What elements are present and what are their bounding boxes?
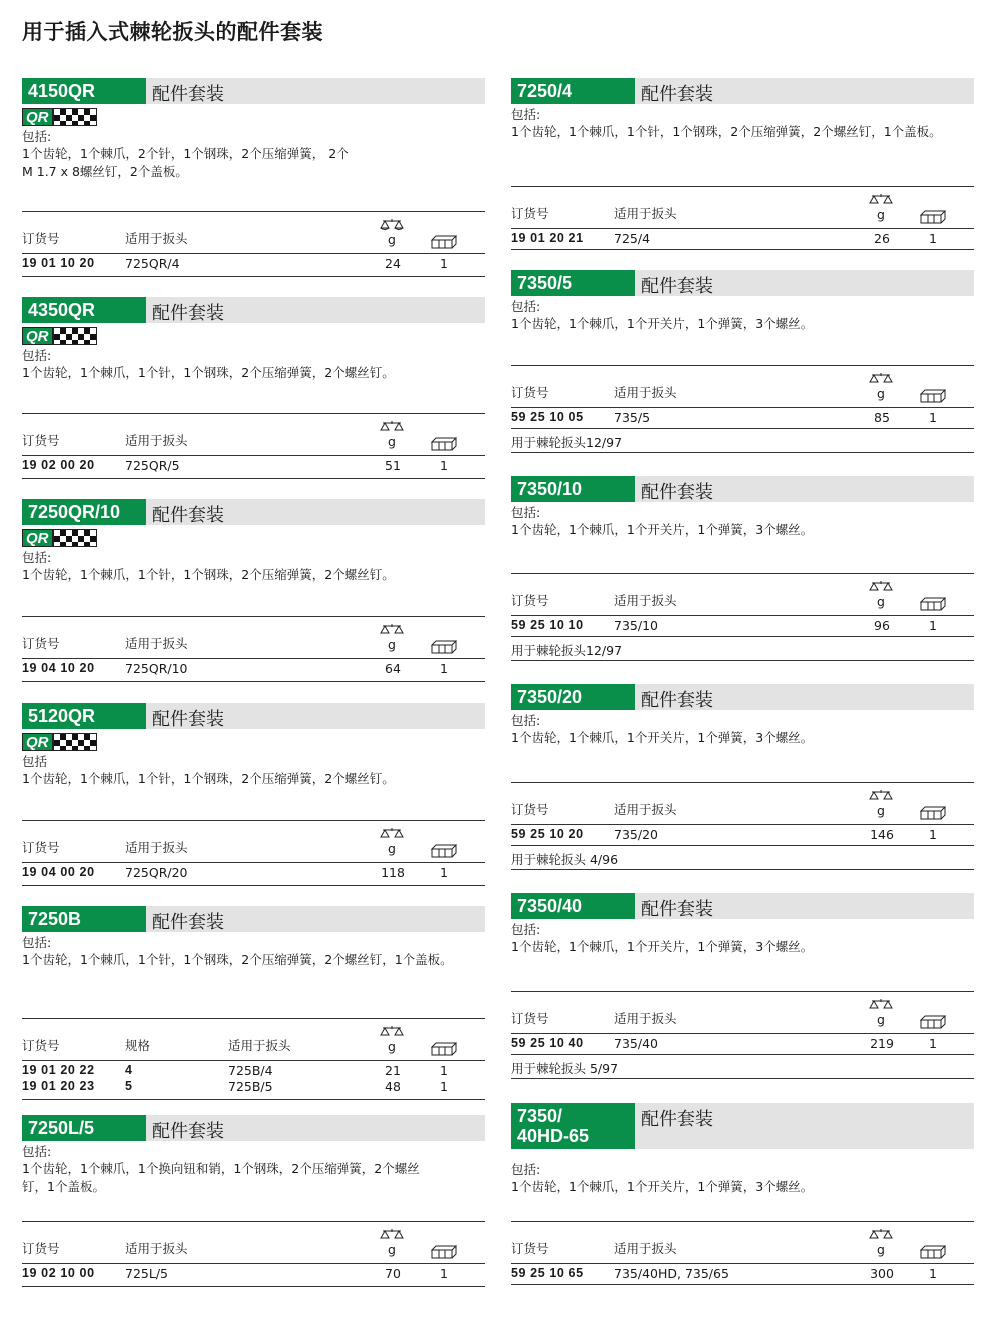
unit-g: g: [877, 1242, 885, 1257]
table-header: [511, 575, 974, 615]
col-fits: 适用于扳头: [614, 593, 677, 608]
table-header: [511, 188, 974, 228]
table-row: [511, 410, 974, 428]
col-fits: 适用于扳头: [228, 1038, 291, 1053]
qty-value: 1: [929, 1036, 937, 1051]
col-spec: 规格: [125, 1038, 151, 1053]
qr-logo: QR: [22, 327, 100, 345]
section-title: 配件套装: [152, 505, 224, 526]
section-header: [22, 297, 485, 323]
fits-value: 725QR/20: [125, 865, 188, 880]
checkered-flag-icon: [53, 529, 97, 547]
scale-icon: [380, 218, 404, 232]
scale-icon: [380, 420, 404, 434]
scale-icon: [869, 998, 893, 1012]
qty-value: 1: [440, 1063, 448, 1078]
product-code: 5120QR: [22, 703, 146, 729]
section-title: 配件套装: [152, 912, 224, 933]
includes-text: 1个齿轮，1个棘爪，1个换向钮和销，1个钢珠，2个压缩弹簧，2个螺丝钉，1个盖板。: [22, 1161, 420, 1194]
table-header: [22, 618, 485, 658]
spec-value: 5: [125, 1079, 133, 1093]
includes-label: 包括:: [511, 1162, 541, 1177]
col-order-no: 订货号: [22, 1241, 60, 1256]
fits-value: 735/10: [614, 618, 658, 633]
unit-g: g: [388, 232, 396, 247]
col-fits: 适用于扳头: [614, 1241, 677, 1256]
product-section-7350-20: [511, 684, 974, 867]
table-row: [511, 1036, 974, 1054]
fits-value: 735/20: [614, 827, 658, 842]
includes-label: 包括:: [511, 505, 541, 520]
includes-text: 1个齿轮，1个棘爪，1个开关片，1个弹簧，3个螺丝。: [511, 730, 814, 745]
table-row: [22, 458, 485, 476]
includes-text: 1个齿轮，1个棘爪，1个针，1个钢珠，2个压缩弹簧，2个螺丝钉。: [22, 567, 395, 582]
product-code-line2: 40HD-65: [517, 1126, 590, 1146]
col-order-no: 订货号: [22, 231, 60, 246]
compatibility-note: 用于棘轮扳头12/97: [511, 643, 623, 658]
section-header: [22, 1115, 485, 1141]
scale-icon: [869, 1228, 893, 1242]
product-code-line1: 7350/: [517, 1106, 563, 1126]
table-header: [22, 1223, 485, 1263]
includes-label: 包括: [22, 754, 48, 769]
table-header: [511, 993, 974, 1033]
table-row: [22, 661, 485, 679]
table-row: [22, 1266, 485, 1284]
product-section-7250b: [22, 906, 485, 1094]
includes-label: 包括:: [511, 922, 541, 937]
qty-value: 1: [440, 458, 448, 473]
qty-value: 1: [929, 231, 937, 246]
table-row: [22, 865, 485, 883]
unit-g: g: [388, 1039, 396, 1054]
table-row: [22, 1079, 485, 1097]
product-section-7350-5: [511, 270, 974, 450]
weight-value: 51: [385, 458, 401, 473]
col-fits: 适用于扳头: [614, 1011, 677, 1026]
includes-label: 包括:: [511, 713, 541, 728]
product-section-7250qr-10: [22, 499, 485, 676]
col-order-no: 订货号: [511, 206, 549, 221]
qr-logo: QR: [22, 529, 100, 547]
weight-value: 24: [385, 256, 401, 271]
unit-g: g: [388, 434, 396, 449]
product-code: 7350/20: [511, 684, 635, 710]
unit-g: g: [877, 386, 885, 401]
col-order-no: 订货号: [22, 840, 60, 855]
qr-logo: QR: [22, 108, 100, 126]
col-order-no: 订货号: [22, 433, 60, 448]
col-order-no: 订货号: [511, 1241, 549, 1256]
order-number: 19 02 00 20: [22, 458, 95, 472]
product-code: 7350/40: [511, 893, 635, 919]
col-order-no: 订货号: [511, 802, 549, 817]
order-number: 59 25 10 40: [511, 1036, 584, 1050]
col-fits: 适用于扳头: [125, 433, 188, 448]
table-header: [511, 1223, 974, 1263]
product-section-7250-4: [511, 78, 974, 246]
product-section-5120qr: [22, 703, 485, 880]
weight-value: 48: [385, 1079, 401, 1094]
weight-value: 118: [381, 865, 405, 880]
table-row: [511, 1266, 974, 1284]
scale-icon: [380, 623, 404, 637]
col-order-no: 订货号: [511, 1011, 549, 1026]
col-order-no: 订货号: [511, 593, 549, 608]
unit-g: g: [877, 207, 885, 222]
fits-value: 725B/5: [228, 1079, 273, 1094]
table-header: [22, 822, 485, 862]
checkered-flag-icon: [53, 108, 97, 126]
package-icon: [431, 437, 457, 451]
fits-value: 735/40HD, 735/65: [614, 1266, 729, 1281]
weight-value: 70: [385, 1266, 401, 1281]
col-fits: 适用于扳头: [125, 636, 188, 651]
product-section-7350-40: [511, 893, 974, 1076]
product-section-4350qr: [22, 297, 485, 473]
qty-value: 1: [440, 661, 448, 676]
includes-text: 1个齿轮，1个棘爪，1个针，1个钢珠，2个压缩弹簧，2个螺丝钉。: [22, 771, 395, 786]
package-icon: [920, 1245, 946, 1259]
col-fits: 适用于扳头: [614, 385, 677, 400]
weight-value: 21: [385, 1063, 401, 1078]
checkered-flag-icon: [53, 733, 97, 751]
table-header: [22, 213, 485, 253]
section-title: 配件套装: [641, 276, 713, 297]
order-number: 59 25 10 20: [511, 827, 584, 841]
order-number: 19 02 10 00: [22, 1266, 95, 1280]
order-number: 19 01 20 21: [511, 231, 584, 245]
section-header: [511, 78, 974, 104]
includes-label: 包括:: [22, 1144, 52, 1159]
weight-value: 85: [874, 410, 890, 425]
col-fits: 适用于扳头: [125, 231, 188, 246]
table-row: [511, 231, 974, 249]
qty-value: 1: [929, 410, 937, 425]
col-fits: 适用于扳头: [614, 802, 677, 817]
includes-label: 包括:: [511, 299, 541, 314]
section-header: [511, 1103, 974, 1149]
section-header: [511, 684, 974, 710]
table-row: [511, 618, 974, 636]
includes-text: 1个齿轮，1个棘爪，1个开关片，1个弹簧，3个螺丝。: [511, 522, 814, 537]
section-title: 配件套装: [152, 1121, 224, 1142]
includes-text: 1个齿轮，1个棘爪，1个开关片，1个弹簧，3个螺丝。: [511, 939, 814, 954]
section-title: 配件套装: [641, 1109, 713, 1130]
package-icon: [920, 210, 946, 224]
package-icon: [920, 806, 946, 820]
includes-label: 包括:: [22, 129, 52, 144]
compatibility-note: 用于棘轮扳头 4/96: [511, 852, 619, 867]
qr-logo: QR: [22, 733, 100, 751]
section-header: [22, 499, 485, 525]
product-code: 7250QR/10: [22, 499, 146, 525]
unit-g: g: [388, 841, 396, 856]
product-code: 7350/5: [511, 270, 635, 296]
product-code: 4350QR: [22, 297, 146, 323]
order-number: 19 01 20 23: [22, 1079, 95, 1093]
spec-value: 4: [125, 1063, 133, 1077]
qty-value: 1: [440, 1079, 448, 1094]
section-header: [511, 893, 974, 919]
includes-text: 1个齿轮，1个棘爪，1个开关片，1个弹簧，3个螺丝。: [511, 1179, 814, 1194]
qty-value: 1: [929, 618, 937, 633]
fits-value: 725QR/10: [125, 661, 188, 676]
section-title: 配件套装: [641, 84, 713, 105]
package-icon: [920, 1015, 946, 1029]
qty-value: 1: [929, 1266, 937, 1281]
order-number: 59 25 10 65: [511, 1266, 584, 1280]
weight-value: 64: [385, 661, 401, 676]
includes-text: 1个齿轮，1个棘爪，1个针，1个钢珠，2个压缩弹簧，2个螺丝钉。: [22, 365, 395, 380]
scale-icon: [869, 193, 893, 207]
fits-value: 725QR/4: [125, 256, 180, 271]
includes-text: 1个齿轮，1个棘爪，1个开关片，1个弹簧，3个螺丝。: [511, 316, 814, 331]
product-code: 7350/10: [511, 476, 635, 502]
col-fits: 适用于扳头: [125, 1241, 188, 1256]
section-header: [22, 703, 485, 729]
package-icon: [431, 1042, 457, 1056]
qty-value: 1: [440, 1266, 448, 1281]
package-icon: [431, 640, 457, 654]
order-number: 59 25 10 05: [511, 410, 584, 424]
order-number: 19 04 10 20: [22, 661, 95, 675]
col-order-no: 订货号: [22, 1038, 60, 1053]
qty-value: 1: [440, 865, 448, 880]
product-code: 7250/4: [511, 78, 635, 104]
section-title: 配件套装: [641, 482, 713, 503]
package-icon: [431, 1245, 457, 1259]
section-header: [22, 906, 485, 932]
package-icon: [920, 389, 946, 403]
col-order-no: 订货号: [22, 636, 60, 651]
product-section-7250l-5: [22, 1115, 485, 1281]
weight-value: 146: [870, 827, 894, 842]
scale-icon: [380, 1228, 404, 1242]
scale-icon: [869, 372, 893, 386]
table-row: [511, 827, 974, 845]
unit-g: g: [388, 637, 396, 652]
compatibility-note: 用于棘轮扳头 5/97: [511, 1061, 619, 1076]
qty-value: 1: [440, 256, 448, 271]
table-row: [22, 256, 485, 274]
section-title: 配件套装: [152, 709, 224, 730]
unit-g: g: [877, 594, 885, 609]
weight-value: 219: [870, 1036, 894, 1051]
qty-value: 1: [929, 827, 937, 842]
table-header: [511, 367, 974, 407]
section-title: 配件套装: [641, 690, 713, 711]
weight-value: 300: [870, 1266, 894, 1281]
includes-text: 1个齿轮，1个棘爪，1个针，1个钢珠，2个压缩弹簧，2个螺丝钉，1个盖板。: [511, 124, 942, 139]
compatibility-note: 用于棘轮扳头12/97: [511, 435, 623, 450]
section-title: 配件套装: [152, 84, 224, 105]
includes-text: 1个齿轮，1个棘爪，2个针，1个钢珠，2个压缩弹簧， 2个M 1.7 x 8螺丝钉，2个盖板。: [22, 146, 349, 179]
fits-value: 725/4: [614, 231, 651, 246]
unit-g: g: [877, 1012, 885, 1027]
scale-icon: [869, 580, 893, 594]
scale-icon: [869, 789, 893, 803]
fits-value: 735/5: [614, 410, 651, 425]
table-header: [22, 415, 485, 455]
table-header: [22, 1020, 485, 1060]
section-header: [511, 476, 974, 502]
scale-icon: [380, 827, 404, 841]
scale-icon: [380, 1025, 404, 1039]
col-fits: 适用于扳头: [614, 206, 677, 221]
page-title: 用于插入式棘轮扳头的配件套装: [22, 20, 323, 44]
section-header: [22, 78, 485, 104]
package-icon: [431, 844, 457, 858]
includes-text: 1个齿轮，1个棘爪，1个针，1个钢珠，2个压缩弹簧，2个螺丝钉，1个盖板。: [22, 952, 453, 967]
order-number: 19 04 00 20: [22, 865, 95, 879]
unit-g: g: [877, 803, 885, 818]
col-order-no: 订货号: [511, 385, 549, 400]
order-number: 59 25 10 10: [511, 618, 584, 632]
product-code: 7250L/5: [22, 1115, 146, 1141]
section-title: 配件套装: [641, 899, 713, 920]
product-section-7350-40hd-65: [511, 1103, 974, 1281]
product-code: 7250B: [22, 906, 146, 932]
col-fits: 适用于扳头: [125, 840, 188, 855]
weight-value: 26: [874, 231, 890, 246]
fits-value: 735/40: [614, 1036, 658, 1051]
fits-value: 725L/5: [125, 1266, 168, 1281]
includes-label: 包括:: [22, 348, 52, 363]
product-section-7350-10: [511, 476, 974, 658]
weight-value: 96: [874, 618, 890, 633]
product-section-4150qr: [22, 78, 485, 271]
order-number: 19 01 10 20: [22, 256, 95, 270]
fits-value: 725QR/5: [125, 458, 180, 473]
checkered-flag-icon: [53, 327, 97, 345]
table-header: [511, 784, 974, 824]
fits-value: 725B/4: [228, 1063, 273, 1078]
product-code: 4150QR: [22, 78, 146, 104]
package-icon: [431, 235, 457, 249]
product-code: [511, 1103, 635, 1149]
includes-label: 包括:: [511, 107, 541, 122]
package-icon: [920, 597, 946, 611]
order-number: 19 01 20 22: [22, 1063, 95, 1077]
includes-label: 包括:: [22, 550, 52, 565]
section-header: [511, 270, 974, 296]
includes-label: 包括:: [22, 935, 52, 950]
unit-g: g: [388, 1242, 396, 1257]
section-title: 配件套装: [152, 303, 224, 324]
